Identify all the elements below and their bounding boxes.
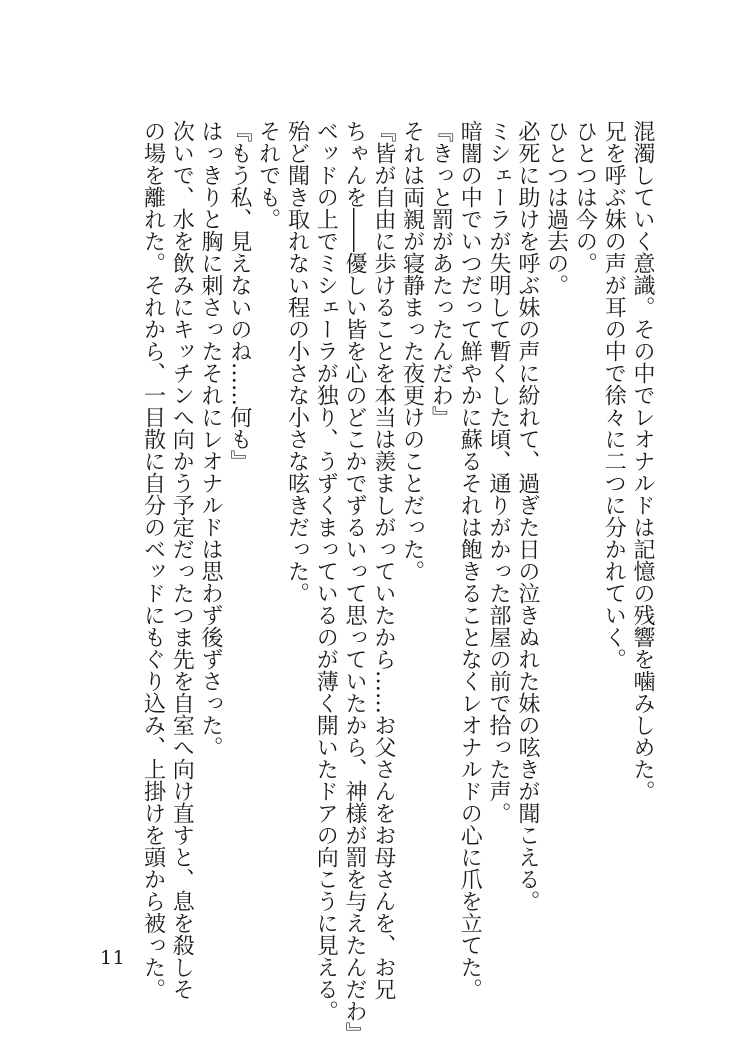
text-line: ミシェーラが失明して暫くした頃、通りがかった部屋の前で拾った声。 [486,120,512,824]
text-line: ひとつは過去の。 [543,120,569,296]
text-line: 混濁していく意識。その中でレオナルドは記憶の残響を噛みしめた。 [630,120,655,802]
text-line: 『きっと罰があたったんだわ』 [428,120,454,428]
page-number: 11 [100,947,126,969]
text-line: はっきりと胸に刺さったそれにレオナルドは思わず後ずさった。 [198,120,224,758]
text-line: 『皆が自由に歩けることを本当は羨ましがっていたから……お父さんをお母さんを、お兄 [370,120,396,1000]
text-line: それは両親が寝静まった夜更けのことだった。 [399,120,425,582]
text-line: 次いで、水を飲みにキッチンへ向かう予定だったつま先を自室へ向け直すと、息を殺しそ [169,120,195,1000]
text-line: の場を離れた。それから、一目散に自分のベッドにもぐり込み、上掛けを頭から被った。 [140,120,166,1000]
text-line: 殆ど聞き取れない程の小さな小さな呟きだった。 [284,120,310,604]
text-line: ベッドの上でミシェーラが独り、うずくまっているのが薄く開いたドアの向こうに見える。 [313,120,339,1022]
text-line: 兄を呼ぶ妹の声が耳の中で徐々に二つに分かれていく。 [601,120,627,670]
text-line: 暗闇の中でいつだって鮮やかに蘇るそれは飽きることなくレオナルドの心に爪を立てた。 [457,120,483,1000]
text-line: 『もう私、見えないのね……何も』 [226,120,252,472]
text-line: ちゃんを――優しい皆を心のどこかでずるいって思っていたから、神様が罰を与えたんだわ』 [342,120,368,1044]
text-line: ひとつは今の。 [572,120,598,274]
text-line: 必死に助けを呼ぶ妹の声に紛れて、過ぎた日の泣きぬれた妹の呟きが聞こえる。 [514,120,540,912]
vertical-text-body [138,120,656,1044]
text-line: それでも。 [255,120,281,230]
